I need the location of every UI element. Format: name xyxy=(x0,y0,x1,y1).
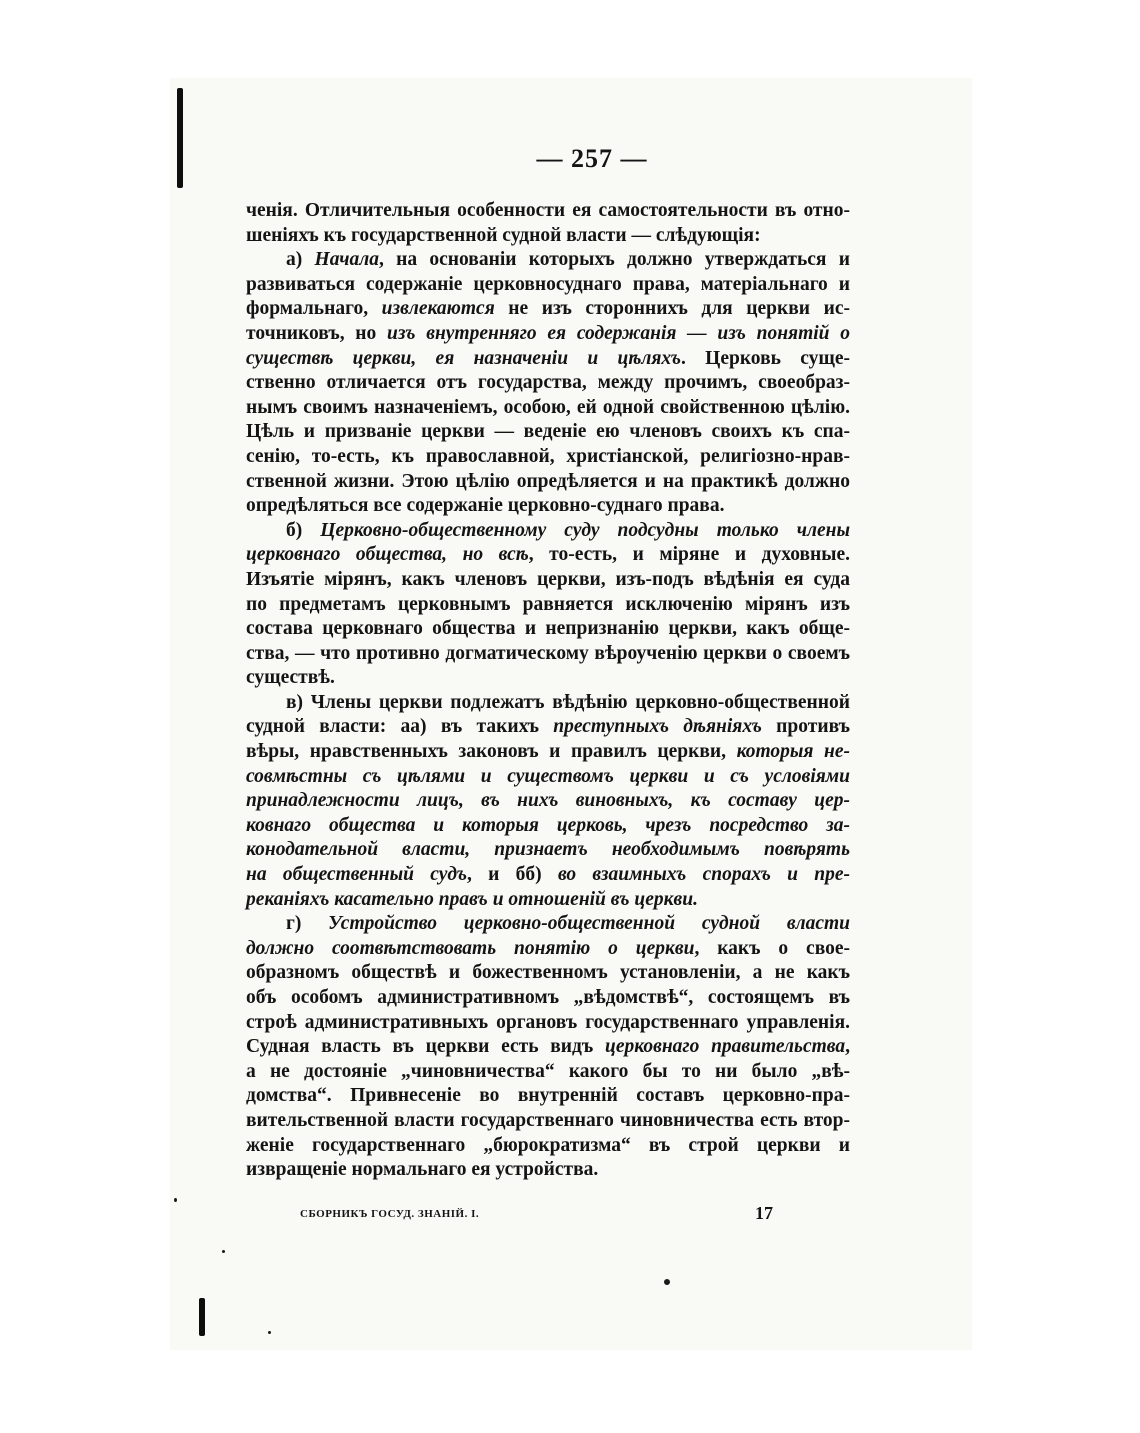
paragraph xyxy=(246,248,850,519)
paragraph xyxy=(246,691,850,912)
page-number: — 257 — xyxy=(536,144,648,173)
scan-artifact-dot xyxy=(174,1198,177,1202)
text-line: Цѣль и призваніе церкви — веденіе ею членовъ своихъ къ спа- xyxy=(246,421,850,443)
text-line: извращеніе нормальнаго ея устройства. xyxy=(246,1159,599,1181)
text-line: женіе государственнаго „бюрократизма“ въ строй церкви и xyxy=(246,1134,850,1156)
text-line: по предметамъ церковнымъ равняется исключенію мірянъ изъ xyxy=(246,593,850,615)
text-line: вительственной власти государственнаго чиновничества есть втор- xyxy=(246,1109,850,1131)
paragraph xyxy=(246,912,850,1183)
text-line: домства“. Привнесеніе во внутренній составъ церковно-пра- xyxy=(246,1085,850,1107)
footer-signature: СБОРНИКЪ ГОСУД. ЗНАНІЙ. I. xyxy=(300,1208,480,1220)
text-line: на общественный судъ, и бб) во взаимныхъ спорахъ и пре- xyxy=(246,864,850,886)
text-line: Судная власть въ церкви есть видъ церковнаго правительства, xyxy=(246,1036,850,1058)
page-footer xyxy=(300,1203,780,1227)
text-line: совмѣстны съ цѣлями и существомъ церкви и съ условіями xyxy=(246,765,850,787)
text-line: ственно отличается отъ государства, между прочимъ, своеобраз- xyxy=(246,372,850,394)
body-text xyxy=(246,199,850,1183)
text-line: развиваться содержаніе церковносуднаго права, матеріальнаго и xyxy=(246,273,850,295)
text-line: существѣ церкви, ея назначеніи и цѣляхъ. Церковь суще- xyxy=(246,347,850,369)
scan-artifact-dot xyxy=(268,1331,271,1334)
text-line: ковнаго общества и которыя церковь, чрезъ посредство за- xyxy=(246,814,850,836)
text-line: реканіяхъ касательно правъ и отношеній въ церкви. xyxy=(246,888,698,910)
text-line: конодательной власти, признаетъ необходимымъ повѣрять xyxy=(246,839,850,861)
text-line: церковнаго общества, но всѣ, то-есть, и міряне и духовные. xyxy=(246,544,850,566)
scan-artifact-dot xyxy=(664,1279,670,1285)
scan-artifact-dot xyxy=(222,1250,225,1253)
scan-artifact-bottom-bar xyxy=(199,1298,205,1336)
text-line: ства, — что противно догматическому вѣроученію церкви о своемъ xyxy=(246,642,850,664)
text-line: опредѣляться все содержаніе церковно-суднаго права. xyxy=(246,495,725,517)
text-line: а не достояніе „чиновничества“ какого бы то ни было „вѣ- xyxy=(246,1060,850,1082)
text-line: судной власти: аа) въ такихъ преступныхъ дѣяніяхъ противъ xyxy=(246,716,850,738)
text-line: нымъ своимъ назначеніемъ, особою, ей одной свойственною цѣлію. xyxy=(246,396,850,418)
paragraph xyxy=(246,519,850,691)
text-line: а) Начала, на основаніи которыхъ должно утверждаться и xyxy=(286,249,850,271)
text-line: строѣ административныхъ органовъ государственнаго управленія. xyxy=(246,1011,850,1033)
text-line: объ особомъ административномъ „вѣдомствѣ“, состоящемъ въ xyxy=(246,987,850,1008)
text-line: формальнаго, извлекаются не изъ стороннихъ для церкви ис- xyxy=(246,298,850,320)
text-line: образномъ обществѣ и божественномъ установленіи, а не какъ xyxy=(246,962,850,984)
text-line: г) Устройство церковно-общественной судной власти xyxy=(286,913,850,935)
text-line: состава церковнаго общества и непризнанію церкви, какъ обще- xyxy=(246,618,850,640)
text-line: Изъятіе мірянъ, какъ членовъ церкви, изъ-подъ вѣдѣнія ея суда xyxy=(246,568,850,590)
text-line: б) Церковно-общественному суду подсудны только члены xyxy=(286,519,850,541)
text-line: сенію, то-есть, къ православной, христіанской, религіозно-нрав- xyxy=(246,445,850,467)
text-line: существѣ. xyxy=(246,667,335,689)
text-line: ченія. Отличительныя особенности ея самостоятельности въ отно- xyxy=(246,200,850,221)
text-line: принадлежности лицъ, въ нихъ виновныхъ, къ составу цер- xyxy=(246,790,850,812)
text-line: должно соотвѣтствовать понятію о церкви, какъ о свое- xyxy=(246,937,850,959)
scan-artifact-left-bar xyxy=(177,88,183,188)
text-line: точниковъ, но изъ внутренняго ея содержанія — изъ понятій о xyxy=(246,322,850,344)
footer-sheet-number: 17 xyxy=(755,1203,773,1223)
text-line: в) Члены церкви подлежатъ вѣдѣнію церковно-общественной xyxy=(286,691,850,713)
text-line: вѣры, нравственныхъ законовъ и правилъ церкви, которыя не- xyxy=(246,741,851,763)
text-line: ственной жизни. Этою цѣлію опредѣляется и на практикѣ должно xyxy=(246,470,850,492)
text-line: шеніяхъ къ государственной судной власти — слѣдующія: xyxy=(246,224,761,246)
paragraph xyxy=(246,199,850,248)
